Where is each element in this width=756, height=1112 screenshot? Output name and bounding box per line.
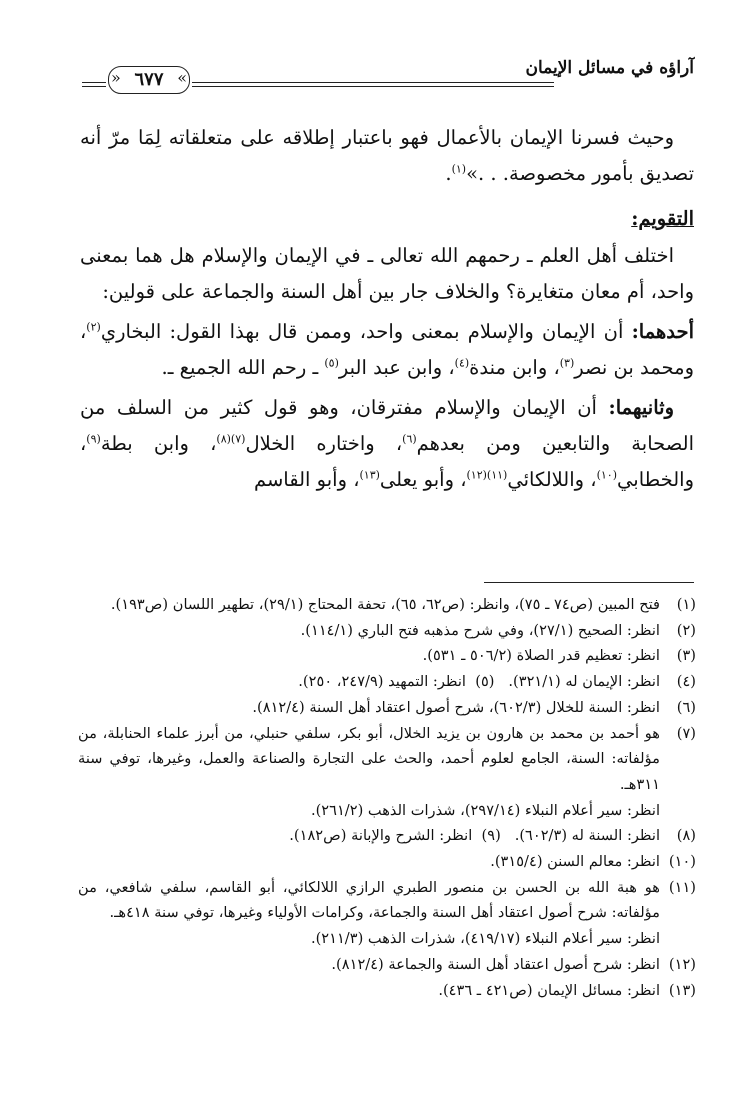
- footnote-ref: (٧)(٨): [216, 432, 246, 446]
- text-run: ، وابن بطة: [100, 432, 217, 455]
- footnote: [78, 592, 696, 618]
- footnote-number: (١): [676, 596, 696, 613]
- footnote-number: (٨): [676, 827, 696, 845]
- main-text: [80, 120, 694, 498]
- footnote-continuation: [78, 798, 696, 824]
- footnote-ref: (٦): [402, 432, 417, 446]
- footnote-ref: (٩): [86, 432, 101, 446]
- footnote-number: (١١): [668, 878, 696, 896]
- footnote-number: (١٢): [668, 955, 696, 973]
- footnote-text: انظر: سير أعلام النبلاء (٤١٩/١٧)، شذرات الذهب (٢١١/٣).: [310, 930, 660, 948]
- quote-end: .: [445, 162, 452, 185]
- page-number-frame: [108, 66, 190, 94]
- footnote-text: انظر: الإيمان له (٣٢١/١). (٥) انظر: التمهيد (٢٤٧/٩، ٢٥٠).: [298, 673, 660, 691]
- paragraph-intro: [80, 238, 694, 310]
- header-rule-end: [82, 82, 106, 87]
- footnote-ref: (٢): [86, 320, 101, 334]
- text-run: ، واختاره الخلال: [245, 432, 403, 455]
- footnote-ref: (١٣): [359, 468, 380, 482]
- text-run: أن الإيمان والإسلام بمعنى واحد، وممن قال بهذا القول: البخاري: [100, 320, 632, 343]
- footnote-ref: (١): [451, 162, 467, 176]
- footnote-text: انظر: سير أعلام النبلاء (٢٩٧/١٤)، شذرات الذهب (٢٦١/٢).: [310, 801, 660, 819]
- paragraph-second-view: [80, 390, 694, 498]
- footnote-ref: (١١)(١٢): [466, 468, 508, 482]
- footnote-text: فتح المبين (ص٧٤ ـ ٧٥)، وانظر: (ص٦٢، ٦٥)، تحفة المحتاج (٢٩/١)، تطهير اللسان (ص١٩٣).: [110, 596, 660, 613]
- text-run: ، واللالكائي: [507, 468, 597, 491]
- footnote: [78, 695, 696, 721]
- footnote-text: هو أحمد بن محمد بن هارون بن يزيد الخلال، أبو بكر، سلفي حنبلي، من أبرز علماء الحنابلة، من مؤلفاته: السنة، الجامع لعلوم أحمد، والحث على التجارة والصناعة والعمل، وغيرها، توفي سنة ٣١١هـ.: [78, 724, 660, 793]
- footnote: [78, 823, 696, 849]
- quote-text: وحيث فسرنا الإيمان بالأعمال فهو باعتبار إطلاقه على متعلقاته لِمَا مرّ أنه تصديق بأمور مخصوصة. . .»: [80, 126, 694, 185]
- footnote-ref: (٤): [454, 356, 470, 370]
- paragraph-quote: [80, 120, 694, 192]
- text-run: ـ رحم الله الجميع ـ.: [161, 356, 325, 379]
- footnote: [78, 721, 696, 798]
- footnote-text: انظر: مسائل الإيمان (ص٤٢١ ـ ٤٣٦).: [438, 981, 660, 999]
- footnote-text: انظر: الصحيح (٢٧/١)، وفي شرح مذهبه فتح الباري (١١٤/١).: [300, 621, 660, 639]
- section-heading: التقويم:: [631, 207, 694, 230]
- intro-text: اختلف أهل العلم ـ رحمهم الله تعالى ـ في الإيمان والإسلام هل هما بمعنى واحد، أم معان متغايرة؟ والخلاف جار بين أهل السنة والجماعة على قولين:: [80, 244, 694, 303]
- footnote: [78, 669, 696, 695]
- text-run: ، والخطابي: [80, 432, 694, 491]
- footnote-text: هو هبة الله بن الحسن بن منصور الطبري الرازي اللالكائي، أبو القاسم، سلفي شافعي، من مؤلفاته: شرح أصول اعتقاد أهل السنة والجماعة، وكرامات الأولياء وغيرها، توفي سنة ٤١٨هـ.: [78, 878, 660, 922]
- footnote: [78, 978, 696, 1004]
- page-header: [82, 52, 694, 90]
- footnote-ref: (٣): [559, 356, 575, 370]
- footnote: [78, 643, 696, 669]
- footnote-number: (٧): [676, 724, 696, 742]
- text-run: ، وابن مندة: [469, 356, 560, 379]
- footnote-text: انظر: تعظيم قدر الصلاة (٥٠٦/٢ ـ ٥٣١).: [422, 647, 660, 665]
- footnote-ref: (١٠): [596, 468, 618, 482]
- footnote-number: [660, 798, 696, 824]
- footnote-text: انظر: السنة له (٦٠٢/٣). (٩) انظر: الشرح والإبانة (ص١٨٢).: [289, 827, 660, 845]
- paragraph-first-view: [80, 314, 694, 386]
- footnote-number: (٣): [676, 647, 696, 665]
- footnote-continuation: [78, 926, 696, 952]
- text-run: ، ومحمد بن نصر: [80, 320, 694, 379]
- footnote: [78, 875, 696, 926]
- footnote-ref: (٥): [324, 356, 339, 370]
- text-run: أن الإيمان والإسلام مفترقان، وهو قول كثير من السلف من الصحابة والتابعين ومن بعدهم: [80, 396, 694, 455]
- footnote-separator: [484, 582, 694, 583]
- page-number: « ٦٧٧: [134, 69, 164, 90]
- footnote: [78, 618, 696, 644]
- footnote-number: (٦): [676, 698, 696, 716]
- footnote: [78, 849, 696, 875]
- text-run: ، وابن عبد البر: [338, 356, 455, 379]
- second-view-lead: وثانيهما:: [608, 396, 674, 419]
- footnote-text: انظر: معالم السنن (٣١٥/٤).: [490, 853, 660, 871]
- text-run: ، وأبو القاسم: [253, 468, 360, 491]
- footnote-text: انظر: السنة للخلال (٦٠٢/٣)، شرح أصول اعتقاد أهل السنة (٨١٢/٤).: [252, 698, 660, 716]
- footnote: [78, 952, 696, 978]
- footnote-number: [660, 926, 696, 952]
- footnote-text: انظر: شرح أصول اعتقاد أهل السنة والجماعة (٨١٢/٤).: [331, 955, 660, 973]
- footnote-number: (٢): [676, 621, 696, 639]
- footnotes: [78, 592, 696, 1003]
- running-title: آراؤه في مسائل الإيمان: [525, 58, 694, 78]
- first-view-lead: أحدهما:: [631, 320, 694, 343]
- footnote-number: (١٣): [668, 981, 696, 999]
- footnote-number: (٤): [676, 673, 696, 691]
- header-rule: [192, 82, 554, 87]
- footnote-number: (١٠): [668, 853, 696, 871]
- text-run: ، وأبو يعلى: [379, 468, 467, 491]
